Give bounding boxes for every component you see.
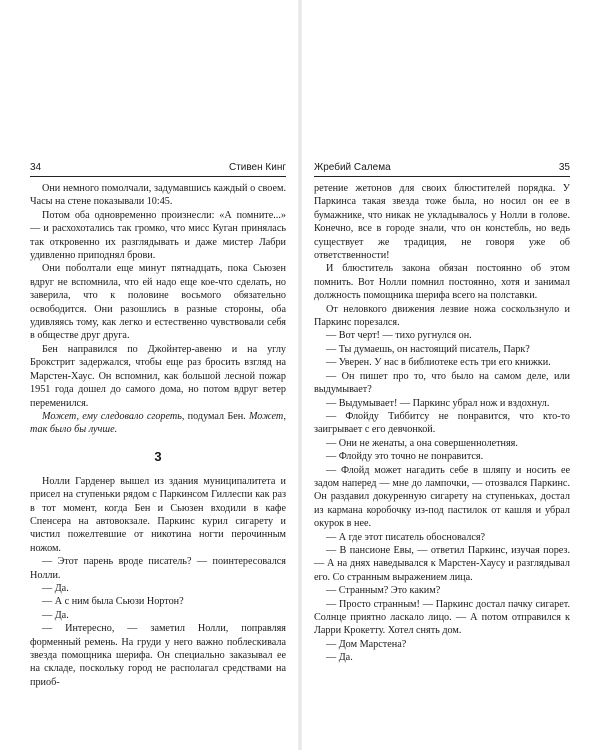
chapter-number: 3 [154, 448, 162, 464]
paragraph: И блюститель закона обязан постоянно об этом помнить. Вот Нолли помнил постоянно, хотя и занимал должность помощника шерифа всего на полставки. [314, 263, 570, 302]
paragraph: — В пансионе Евы, — ответил Паркинс, изучая порез. — А на днях наведывался к Марстен-Хаусу и разглядывал его. Со странным выражением лица. [314, 544, 570, 583]
paragraph: — Уверен. У нас в библиотеке есть три его книжки. [326, 357, 551, 369]
italic-thought-1: Может, ему следовало сгореть, [42, 410, 185, 422]
paragraph: — Дом Марстена? [326, 638, 407, 650]
paragraph: Нолли Гарденер вышел из здания муниципалитета и присел на ступеньки рядом с Паркинсом Гиллеспи как раз в тот момент, когда Бен и Сьюзен входили в кафе Спенсера на автовокзале. Паркинс курил сигарету и чистил пожелтевшие от никотина ногти перочинным ножом. [30, 475, 286, 554]
paragraph: — Флойду это точно не понравится. [326, 451, 484, 463]
left-page-number: 34 [30, 162, 42, 173]
italic-thought-2: Может, так было бы лучше. [30, 410, 287, 436]
thought-attribution: подумал Бен. [184, 410, 249, 422]
paragraph: Они поболтали еще минут пятнадцать, пока Сьюзен вдруг не вспомнила, что ей надо еще кое-что сделать, но заверила, что к половине восьмого обязательно освободится. Они разошлись в разные стороны, оба удивляясь тому, как легко и естественно чувствовали себя в обществе друг друга. [30, 263, 286, 342]
left-page [30, 162, 286, 722]
paragraph: — Интересно, — заметил Нолли, поправляя форменный ремень. На груди у него важно поблескивала звезда помощника шерифа. Он специально заказывал ее на складе, поскольку город не располагал средствами на приоб- [30, 623, 286, 688]
paragraph: — Да. [42, 609, 69, 621]
left-page-body [30, 182, 286, 689]
paragraph: От неловкого движения лезвие ножа соскользнуло и Паркинс порезался. [314, 303, 570, 329]
paragraph: Потом оба одновременно произнесли: «А помните...» — и расхохотались так громко, что мисс Куган принялась так откровенно их разглядывать и даже мистер Лабри удивленно приподнял брови. [30, 209, 286, 262]
right-page-number: 35 [558, 162, 570, 173]
paragraph: — А где этот писатель обосновался? [326, 531, 486, 543]
right-page-header [314, 162, 570, 177]
paragraph-continued: ретение жетонов для своих блюстителей порядка. У Паркинса такая звезда тоже была, но носил он ее в бумажнике, что никак не укладывалось у Нолли в голове. Конечно, все в городе знали, что он констебль, но ведь существует же традиция, не говоря уже об ответственности! [314, 183, 570, 262]
left-running-head: Стивен Кинг [228, 162, 286, 173]
left-page-header [30, 162, 286, 177]
paragraph: — Они не женаты, а она совершеннолетняя. [326, 437, 518, 449]
right-running-head: Жребий Салема [314, 162, 391, 173]
paragraph: — Да. [42, 582, 69, 594]
paragraph: — Он пишет про то, что было на самом деле, или выдумывает? [314, 370, 570, 396]
paragraph: — Вот черт! — тихо ругнулся он. [326, 330, 472, 342]
paragraph: — Странным? Это каким? [326, 585, 441, 597]
paragraph: — Просто странным! — Паркинс достал пачку сигарет. Солнце приятно ласкало лицо. — А потом отправился к Ларри Крокетту. Хотел снять дом. [314, 598, 570, 637]
paragraph: Они немного помолчали, задумавшись каждый о своем. Часы на стене показывали 10:45. [30, 183, 286, 208]
paragraph: — Да. [326, 652, 353, 664]
right-page [314, 162, 570, 722]
right-page-body [314, 182, 570, 665]
italic-thought-paragraph [30, 410, 286, 437]
book-gutter [298, 0, 302, 750]
paragraph: — Флойду Тиббитсу не понравится, что кто-то заигрывает с его девчонкой. [314, 410, 570, 436]
paragraph: — Флойд может нагадить себе в шляпу и носить ее задом наперед — мне до лампочки, — отозвался Паркинс. Он раздавил докуренную сигарету на ступеньках, достал из кармана коробочку из-под пастилок от кашля и убрал окурок в нее. [314, 464, 570, 530]
paragraph: — Этот парень вроде писатель? — поинтересовался Нолли. [30, 556, 286, 581]
paragraph: — Выдумывает! — Паркинс убрал нож и вздохнул. [326, 397, 550, 409]
paragraph: — Ты думаешь, он настоящий писатель, Парк? [326, 343, 530, 355]
paragraph: Бен направился по Джойнтер-авеню и на углу Брокстрит задержался, чтобы еще раз бросить взгляд на Марстен-Хаус. Он вспомнил, как большой лесной пожар 1951 года дошел до самого дома, но потом вдруг ветер переменился. [30, 343, 286, 409]
paragraph: — А с ним была Сьюзи Нортон? [42, 596, 184, 608]
